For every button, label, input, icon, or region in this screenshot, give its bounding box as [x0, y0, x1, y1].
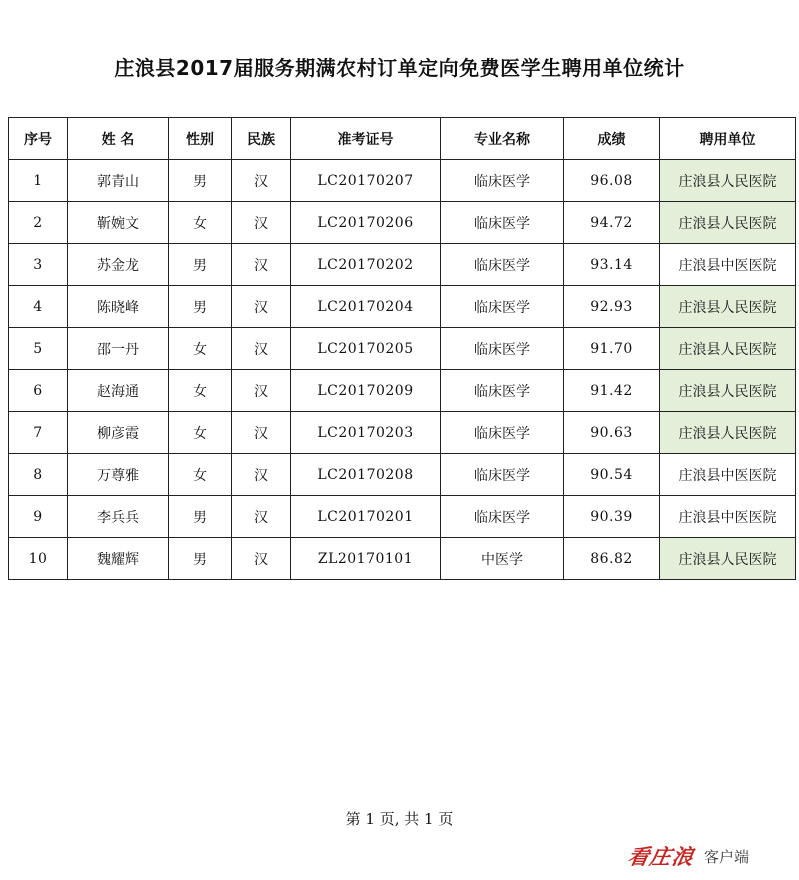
- cell-index: 8: [9, 454, 68, 496]
- cell-name: 苏金龙: [68, 244, 169, 286]
- cell-exam-id: LC20170202: [291, 244, 441, 286]
- cell-name: 郭青山: [68, 160, 169, 202]
- header-exam-id: 准考证号: [291, 118, 441, 160]
- cell-score: 91.70: [564, 328, 660, 370]
- cell-name: 柳彦霞: [68, 412, 169, 454]
- brand-watermark: [625, 840, 750, 872]
- cell-name: 陈晓峰: [68, 286, 169, 328]
- cell-exam-id: LC20170207: [291, 160, 441, 202]
- header-ethnicity: 民族: [232, 118, 291, 160]
- cell-major: 临床医学: [441, 202, 564, 244]
- header-index: 序号: [9, 118, 68, 160]
- cell-name: 赵海通: [68, 370, 169, 412]
- cell-name: 靳婉文: [68, 202, 169, 244]
- cell-gender: 男: [169, 496, 232, 538]
- header-gender: 性别: [169, 118, 232, 160]
- cell-index: 4: [9, 286, 68, 328]
- cell-score: 90.54: [564, 454, 660, 496]
- cell-exam-id: ZL20170101: [291, 538, 441, 580]
- cell-gender: 女: [169, 370, 232, 412]
- cell-name: 魏耀辉: [68, 538, 169, 580]
- cell-major: 临床医学: [441, 370, 564, 412]
- cell-employer: 庄浪县人民医院: [660, 202, 796, 244]
- cell-employer: 庄浪县中医医院: [660, 496, 796, 538]
- cell-index: 5: [9, 328, 68, 370]
- table-header-row: [9, 118, 796, 160]
- table-row: [9, 328, 796, 370]
- cell-employer: 庄浪县中医医院: [660, 454, 796, 496]
- cell-score: 92.93: [564, 286, 660, 328]
- cell-major: 临床医学: [441, 328, 564, 370]
- cell-ethnicity: 汉: [232, 496, 291, 538]
- cell-name: 万尊雅: [68, 454, 169, 496]
- page-footer: 第 1 页, 共 1 页: [345, 810, 454, 828]
- table-row: [9, 244, 796, 286]
- cell-gender: 女: [169, 454, 232, 496]
- cell-ethnicity: 汉: [232, 412, 291, 454]
- cell-employer: 庄浪县人民医院: [660, 538, 796, 580]
- cell-gender: 男: [169, 538, 232, 580]
- cell-gender: 男: [169, 160, 232, 202]
- cell-score: 91.42: [564, 370, 660, 412]
- cell-gender: 男: [169, 286, 232, 328]
- cell-ethnicity: 汉: [232, 454, 291, 496]
- cell-employer: 庄浪县人民医院: [660, 412, 796, 454]
- cell-index: 10: [9, 538, 68, 580]
- table-row: [9, 412, 796, 454]
- header-major: 专业名称: [441, 118, 564, 160]
- cell-index: 1: [9, 160, 68, 202]
- cell-major: 中医学: [441, 538, 564, 580]
- brand-client-label: 客户端: [704, 847, 750, 866]
- document-title: 庄浪县2017届服务期满农村订单定向免费医学生聘用单位统计: [114, 56, 685, 80]
- cell-major: 临床医学: [441, 244, 564, 286]
- table-row: [9, 496, 796, 538]
- cell-employer: 庄浪县人民医院: [660, 286, 796, 328]
- cell-major: 临床医学: [441, 412, 564, 454]
- cell-score: 90.39: [564, 496, 660, 538]
- cell-index: 6: [9, 370, 68, 412]
- cell-ethnicity: 汉: [232, 370, 291, 412]
- header-name: 姓 名: [68, 118, 169, 160]
- cell-ethnicity: 汉: [232, 202, 291, 244]
- table-row: [9, 202, 796, 244]
- table-row: [9, 286, 796, 328]
- cell-employer: 庄浪县人民医院: [660, 160, 796, 202]
- cell-score: 96.08: [564, 160, 660, 202]
- cell-employer: 庄浪县人民医院: [660, 328, 796, 370]
- cell-ethnicity: 汉: [232, 286, 291, 328]
- brand-logo: 看庄浪: [625, 844, 697, 869]
- cell-index: 2: [9, 202, 68, 244]
- cell-score: 90.63: [564, 412, 660, 454]
- cell-ethnicity: 汉: [232, 160, 291, 202]
- cell-exam-id: LC20170205: [291, 328, 441, 370]
- header-employer: 聘用单位: [660, 118, 796, 160]
- cell-name: 李兵兵: [68, 496, 169, 538]
- cell-gender: 女: [169, 328, 232, 370]
- cell-major: 临床医学: [441, 496, 564, 538]
- cell-employer: 庄浪县人民医院: [660, 370, 796, 412]
- cell-major: 临床医学: [441, 454, 564, 496]
- cell-name: 邵一丹: [68, 328, 169, 370]
- cell-ethnicity: 汉: [232, 244, 291, 286]
- table-row: [9, 160, 796, 202]
- cell-major: 临床医学: [441, 160, 564, 202]
- cell-exam-id: LC20170206: [291, 202, 441, 244]
- cell-gender: 女: [169, 202, 232, 244]
- cell-index: 9: [9, 496, 68, 538]
- cell-exam-id: LC20170208: [291, 454, 441, 496]
- cell-employer: 庄浪县中医医院: [660, 244, 796, 286]
- header-score: 成绩: [564, 118, 660, 160]
- cell-score: 93.14: [564, 244, 660, 286]
- cell-score: 86.82: [564, 538, 660, 580]
- employment-table: [8, 117, 796, 580]
- cell-ethnicity: 汉: [232, 538, 291, 580]
- cell-index: 3: [9, 244, 68, 286]
- table-row: [9, 538, 796, 580]
- table-row: [9, 370, 796, 412]
- cell-score: 94.72: [564, 202, 660, 244]
- cell-major: 临床医学: [441, 286, 564, 328]
- cell-exam-id: LC20170201: [291, 496, 441, 538]
- cell-ethnicity: 汉: [232, 328, 291, 370]
- table-row: [9, 454, 796, 496]
- cell-index: 7: [9, 412, 68, 454]
- cell-exam-id: LC20170209: [291, 370, 441, 412]
- cell-exam-id: LC20170204: [291, 286, 441, 328]
- cell-gender: 女: [169, 412, 232, 454]
- cell-exam-id: LC20170203: [291, 412, 441, 454]
- cell-gender: 男: [169, 244, 232, 286]
